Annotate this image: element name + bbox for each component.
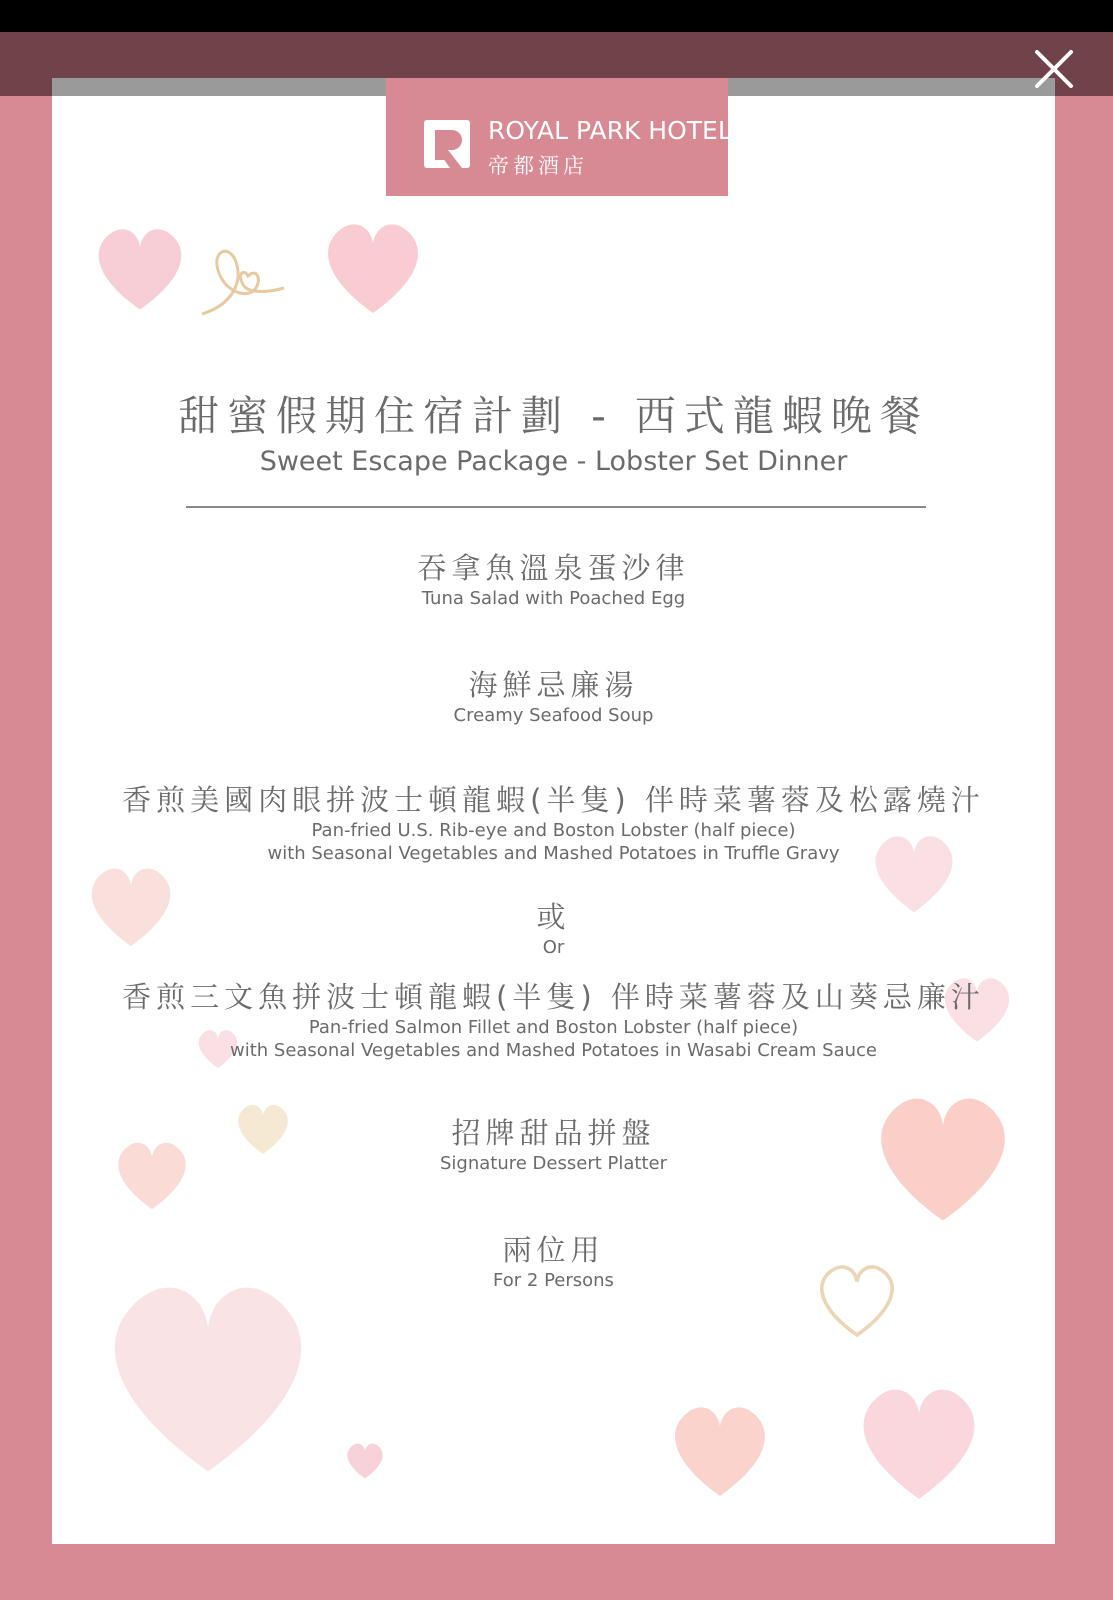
menu-image [52, 78, 1055, 1544]
close-icon [1031, 46, 1077, 92]
course-name-en: Creamy Seafood Soup [453, 705, 654, 726]
course-name-zh: 香煎美國肉眼拼波士頓龍蝦(半隻) 伴時菜薯蓉及松露燒汁 [122, 783, 985, 817]
hotel-name-en: ROYAL PARK HOTEL [488, 116, 732, 145]
course-item [52, 549, 1055, 610]
course-name-en: For 2 Persons [493, 1270, 614, 1291]
course-item [52, 898, 1055, 959]
close-button[interactable] [1031, 46, 1077, 92]
course-name-en: Pan-fried U.S. Rib-eye and Boston Lobster (half piece) [311, 820, 796, 841]
course-name-zh: 兩位用 [502, 1233, 605, 1267]
menu-title-zh: 甜蜜假期住宿計劃 - 西式龍蝦晚餐 [178, 392, 929, 440]
status-bar [0, 0, 1113, 32]
course-name-zh: 招牌甜品拼盤 [451, 1116, 656, 1150]
course-name-en: with Seasonal Vegetables and Mashed Potatoes in Truffle Gravy [267, 843, 840, 864]
hotel-name-zh: 帝都酒店 [488, 154, 588, 178]
course-name-en: with Seasonal Vegetables and Mashed Potatoes in Wasabi Cream Sauce [229, 1040, 877, 1061]
menu-content [52, 78, 1055, 1544]
course-item [52, 1231, 1055, 1292]
course-name-en: Pan-fried Salmon Fillet and Boston Lobster (half piece) [308, 1017, 799, 1038]
course-name-zh: 吞拿魚溫泉蛋沙律 [417, 551, 690, 585]
course-item [52, 1114, 1055, 1175]
course-name-zh: 或 [536, 900, 571, 934]
course-item [52, 781, 1055, 865]
course-item [52, 978, 1055, 1062]
course-name-en: Signature Dessert Platter [440, 1153, 667, 1174]
course-item [52, 666, 1055, 727]
course-name-zh: 海鮮忌廉湯 [468, 668, 639, 702]
course-name-zh: 香煎三文魚拼波士頓龍蝦(半隻) 伴時菜薯蓉及山葵忌廉汁 [122, 980, 985, 1014]
menu-title-en: Sweet Escape Package - Lobster Set Dinner [259, 446, 848, 477]
course-name-en: Or [542, 937, 565, 958]
course-name-en: Tuna Salad with Poached Egg [421, 588, 686, 609]
title-divider [186, 506, 926, 508]
